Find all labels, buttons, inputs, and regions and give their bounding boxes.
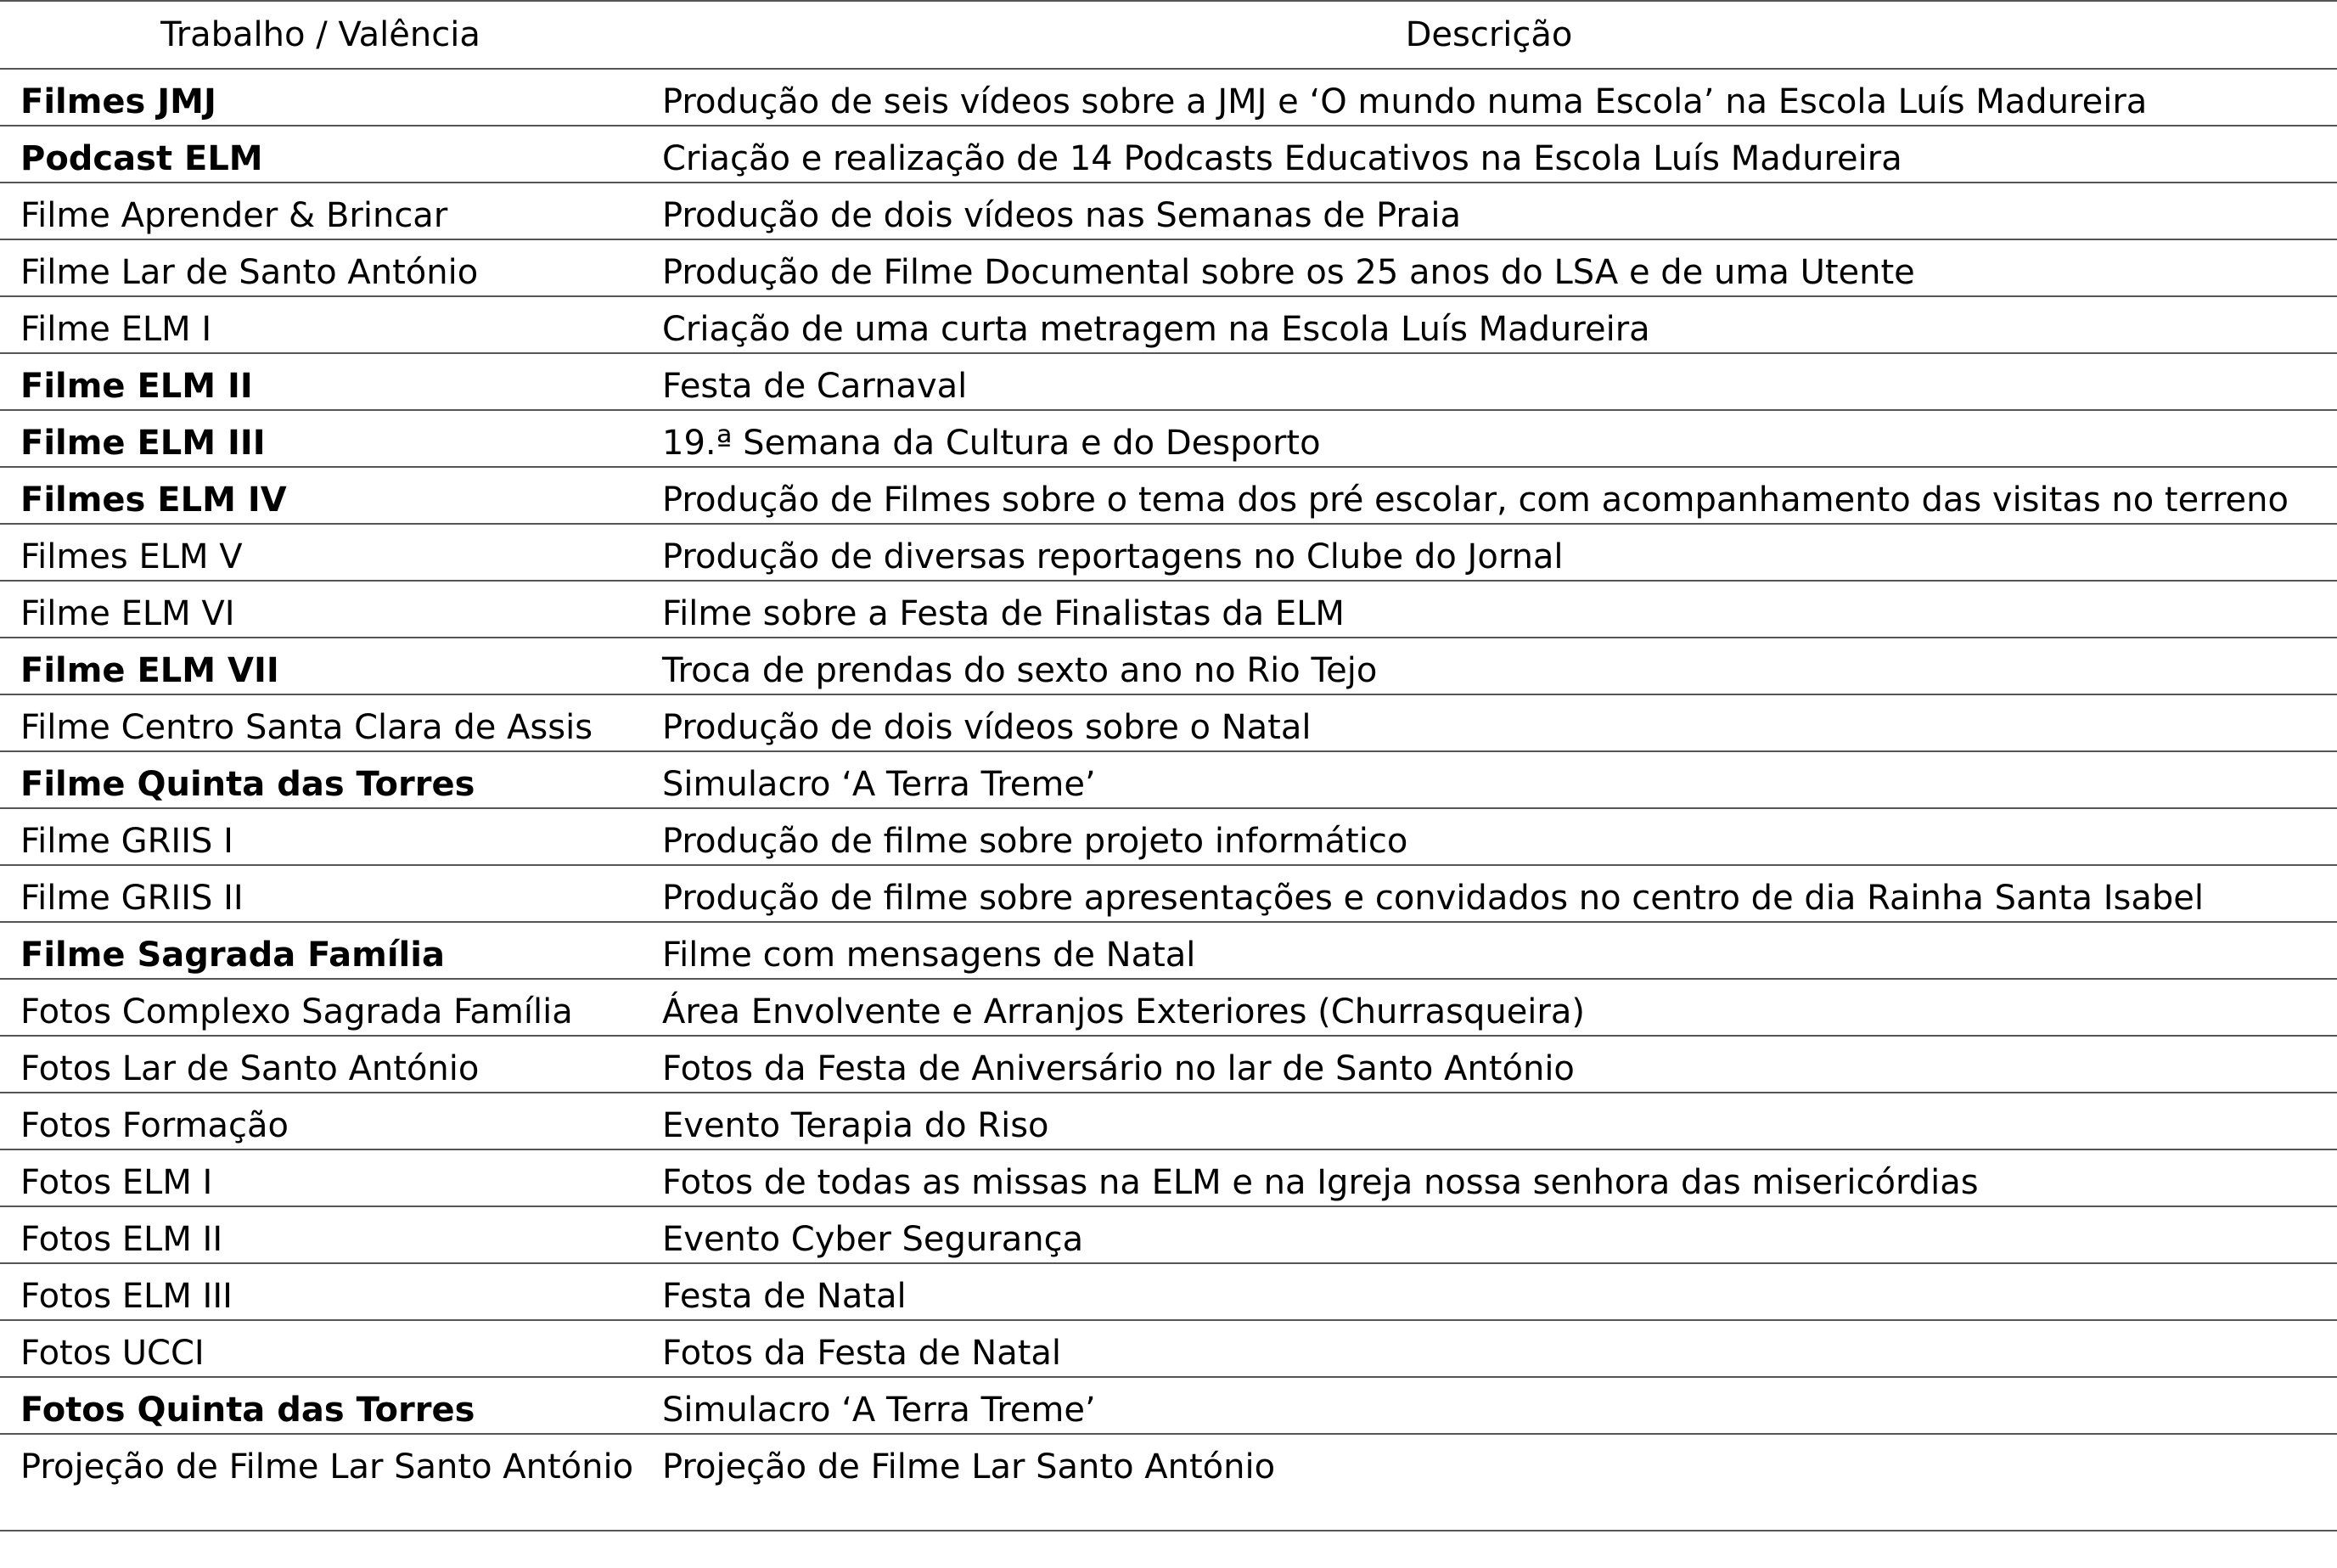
table-row	[0, 239, 2337, 296]
cell-work: Filme Lar de Santo António	[0, 239, 641, 296]
cell-description: Criação de uma curta metragem na Escola Luís Madureira	[641, 296, 2337, 353]
cell-description: Produção de filme sobre projeto informático	[641, 808, 2337, 865]
cell-work: Filmes ELM IV	[0, 467, 641, 524]
cell-work: Filme ELM VI	[0, 581, 641, 638]
cell-description: Produção de Filmes sobre o tema dos pré escolar, com acompanhamento das visitas no terreno	[641, 467, 2337, 524]
table-row	[0, 1093, 2337, 1149]
cell-work: Filmes ELM V	[0, 524, 641, 581]
cell-work: Fotos Formação	[0, 1093, 641, 1149]
cell-description: Festa de Carnaval	[641, 353, 2337, 410]
table-row	[0, 865, 2337, 922]
cell-work: Filme GRIIS II	[0, 865, 641, 922]
cell-work: Filme Centro Santa Clara de Assis	[0, 694, 641, 751]
table-row	[0, 1263, 2337, 1320]
cell-description: Área Envolvente e Arranjos Exteriores (Churrasqueira)	[641, 979, 2337, 1036]
cell-work: Podcast ELM	[0, 126, 641, 183]
table-row	[0, 1149, 2337, 1206]
cell-work: Fotos ELM III	[0, 1263, 641, 1320]
cell-description: Filme com mensagens de Natal	[641, 922, 2337, 979]
cell-work: Filme Aprender & Brincar	[0, 183, 641, 239]
table-row	[0, 296, 2337, 353]
cell-work: Filmes JMJ	[0, 69, 641, 126]
table-row	[0, 638, 2337, 694]
table-row	[0, 694, 2337, 751]
table-row	[0, 1206, 2337, 1263]
cell-description: Fotos da Festa de Natal	[641, 1320, 2337, 1377]
cell-description: Produção de seis vídeos sobre a JMJ e ‘O mundo numa Escola’ na Escola Luís Madureira	[641, 69, 2337, 126]
cell-description: Produção de Filme Documental sobre os 25 anos do LSA e de uma Utente	[641, 239, 2337, 296]
table-row	[0, 808, 2337, 865]
cell-description: Projeção de Filme Lar Santo António	[641, 1434, 2337, 1531]
cell-work: Fotos Complexo Sagrada Família	[0, 979, 641, 1036]
cell-work: Fotos ELM I	[0, 1149, 641, 1206]
cell-description: Produção de dois vídeos nas Semanas de Praia	[641, 183, 2337, 239]
table-row	[0, 1434, 2337, 1531]
cell-description: Fotos da Festa de Aniversário no lar de Santo António	[641, 1036, 2337, 1093]
cell-work: Fotos UCCI	[0, 1320, 641, 1377]
cell-work: Fotos Lar de Santo António	[0, 1036, 641, 1093]
cell-description: Simulacro ‘A Terra Treme’	[641, 1377, 2337, 1434]
table-header	[0, 1, 2337, 69]
cell-description: 19.ª Semana da Cultura e do Desporto	[641, 410, 2337, 467]
cell-description: Evento Cyber Segurança	[641, 1206, 2337, 1263]
table-row	[0, 979, 2337, 1036]
cell-work: Fotos Quinta das Torres	[0, 1377, 641, 1434]
table-row	[0, 922, 2337, 979]
cell-description: Filme sobre a Festa de Finalistas da ELM	[641, 581, 2337, 638]
table-body	[0, 69, 2337, 1531]
table-row	[0, 751, 2337, 808]
table-row	[0, 1377, 2337, 1434]
cell-description: Produção de dois vídeos sobre o Natal	[641, 694, 2337, 751]
table-row	[0, 183, 2337, 239]
table-row	[0, 524, 2337, 581]
table-row	[0, 467, 2337, 524]
cell-description: Fotos de todas as missas na ELM e na Igreja nossa senhora das misericórdias	[641, 1149, 2337, 1206]
header-description: Descrição	[641, 1, 2337, 69]
cell-description: Produção de filme sobre apresentações e convidados no centro de dia Rainha Santa Isabel	[641, 865, 2337, 922]
cell-work: Fotos ELM II	[0, 1206, 641, 1263]
cell-work: Filme ELM III	[0, 410, 641, 467]
cell-description: Evento Terapia do Riso	[641, 1093, 2337, 1149]
table-row	[0, 1036, 2337, 1093]
cell-description: Criação e realização de 14 Podcasts Educativos na Escola Luís Madureira	[641, 126, 2337, 183]
table-row	[0, 69, 2337, 126]
cell-work: Filme ELM II	[0, 353, 641, 410]
cell-description: Produção de diversas reportagens no Clube do Jornal	[641, 524, 2337, 581]
table-row	[0, 126, 2337, 183]
table-row	[0, 581, 2337, 638]
cell-work: Projeção de Filme Lar Santo António	[0, 1434, 641, 1531]
cell-description: Simulacro ‘A Terra Treme’	[641, 751, 2337, 808]
header-row	[0, 1, 2337, 69]
cell-work: Filme Sagrada Família	[0, 922, 641, 979]
cell-description: Festa de Natal	[641, 1263, 2337, 1320]
cell-work: Filme Quinta das Torres	[0, 751, 641, 808]
table-row	[0, 410, 2337, 467]
table-row	[0, 353, 2337, 410]
cell-work: Filme ELM I	[0, 296, 641, 353]
header-work: Trabalho / Valência	[0, 1, 641, 69]
cell-work: Filme ELM VII	[0, 638, 641, 694]
cell-description: Troca de prendas do sexto ano no Rio Tejo	[641, 638, 2337, 694]
table-row	[0, 1320, 2337, 1377]
cell-work: Filme GRIIS I	[0, 808, 641, 865]
